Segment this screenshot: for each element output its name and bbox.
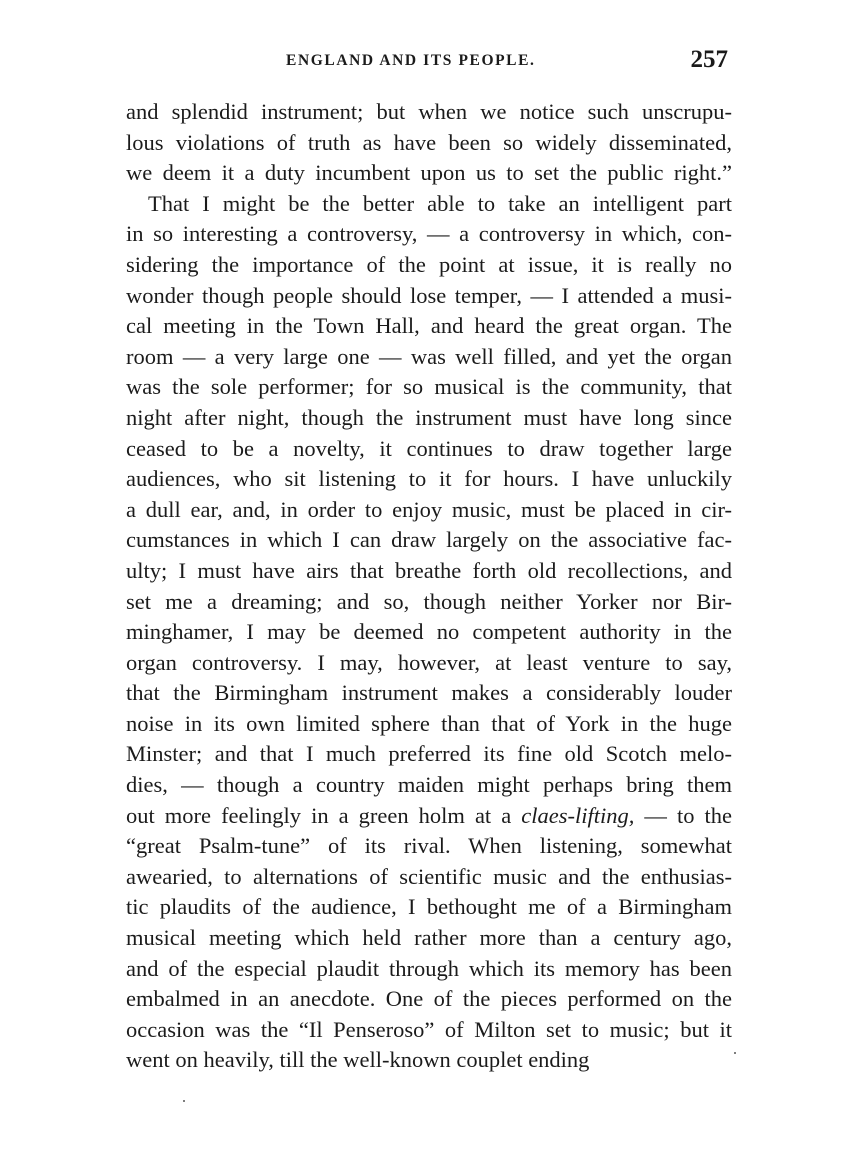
body-text <box>126 97 732 1076</box>
running-title: ENGLAND AND ITS PEOPLE. <box>286 52 536 69</box>
text-line: set me a dreaming; and so, though neither Yorker nor Bir- <box>126 588 732 614</box>
text-line: and of the especial plaudit through which its memory has been <box>126 955 732 981</box>
print-speck <box>734 1052 736 1054</box>
text-line: cal meeting in the Town Hall, and heard the great organ. The <box>126 313 732 339</box>
paragraph-first-line: That I might be the better able to take an intelligent part <box>148 190 732 216</box>
text-line: ulty; I must have airs that breathe forth old recollections, and <box>126 557 732 583</box>
print-speck <box>183 1100 185 1102</box>
text-line: awearied, to alternations of scientific music and the enthusias- <box>126 863 732 889</box>
text-line: a dull ear, and, in order to enjoy music, must be placed in cir- <box>126 496 732 522</box>
text-line: was the sole performer; for so musical is the community, that <box>126 374 732 400</box>
text-line-with-italic <box>126 801 732 832</box>
text-line: minghamer, I may be deemed no competent authority in the <box>126 619 732 645</box>
text-line: wonder though people should lose temper, — I attended a musi- <box>126 282 732 308</box>
text-segment: out more feelingly in a green holm at a <box>126 802 522 828</box>
text-line: noise in its own limited sphere than that of York in the huge <box>126 710 732 736</box>
text-line-last: went on heavily, till the well-known couplet ending <box>126 1047 590 1073</box>
text-line: occasion was the “Il Penseroso” of Milton set to music; but it <box>126 1016 732 1042</box>
text-line: in so interesting a controversy, — a controversy in which, con- <box>126 221 732 247</box>
text-line: “great Psalm-tune” of its rival. When listening, somewhat <box>126 833 732 859</box>
text-line: lous violations of truth as have been so widely disseminated, <box>126 129 732 155</box>
text-line: and splendid instrument; but when we notice such unscrupu- <box>126 99 732 124</box>
italic-phrase: claes-lifting, <box>521 802 635 828</box>
text-line: night after night, though the instrument must have long since <box>126 404 732 430</box>
text-line: we deem it a duty incumbent upon us to set the public right.” <box>126 160 732 186</box>
text-line: Minster; and that I much preferred its fine old Scotch melo- <box>126 741 732 767</box>
text-line: dies, — though a country maiden might perhaps bring them <box>126 772 732 798</box>
text-line: room — a very large one — was well filled, and yet the organ <box>126 343 732 369</box>
running-head <box>126 46 730 76</box>
page-number: 257 <box>690 46 728 73</box>
text-line: that the Birmingham instrument makes a considerably louder <box>126 680 732 706</box>
text-line: audiences, who sit listening to it for hours. I have unluckily <box>126 466 732 492</box>
text-line: tic plaudits of the audience, I bethought me of a Birmingham <box>126 894 732 920</box>
text-line: organ controversy. I may, however, at least venture to say, <box>126 649 732 675</box>
text-line: cumstances in which I can draw largely on the associative fac- <box>126 527 732 553</box>
text-segment: — to the <box>634 802 732 828</box>
text-line: sidering the importance of the point at issue, it is really no <box>126 251 732 277</box>
text-line: embalmed in an anecdote. One of the pieces performed on the <box>126 986 732 1012</box>
text-line: ceased to be a novelty, it continues to draw together large <box>126 435 732 461</box>
text-line: musical meeting which held rather more than a century ago, <box>126 925 732 951</box>
